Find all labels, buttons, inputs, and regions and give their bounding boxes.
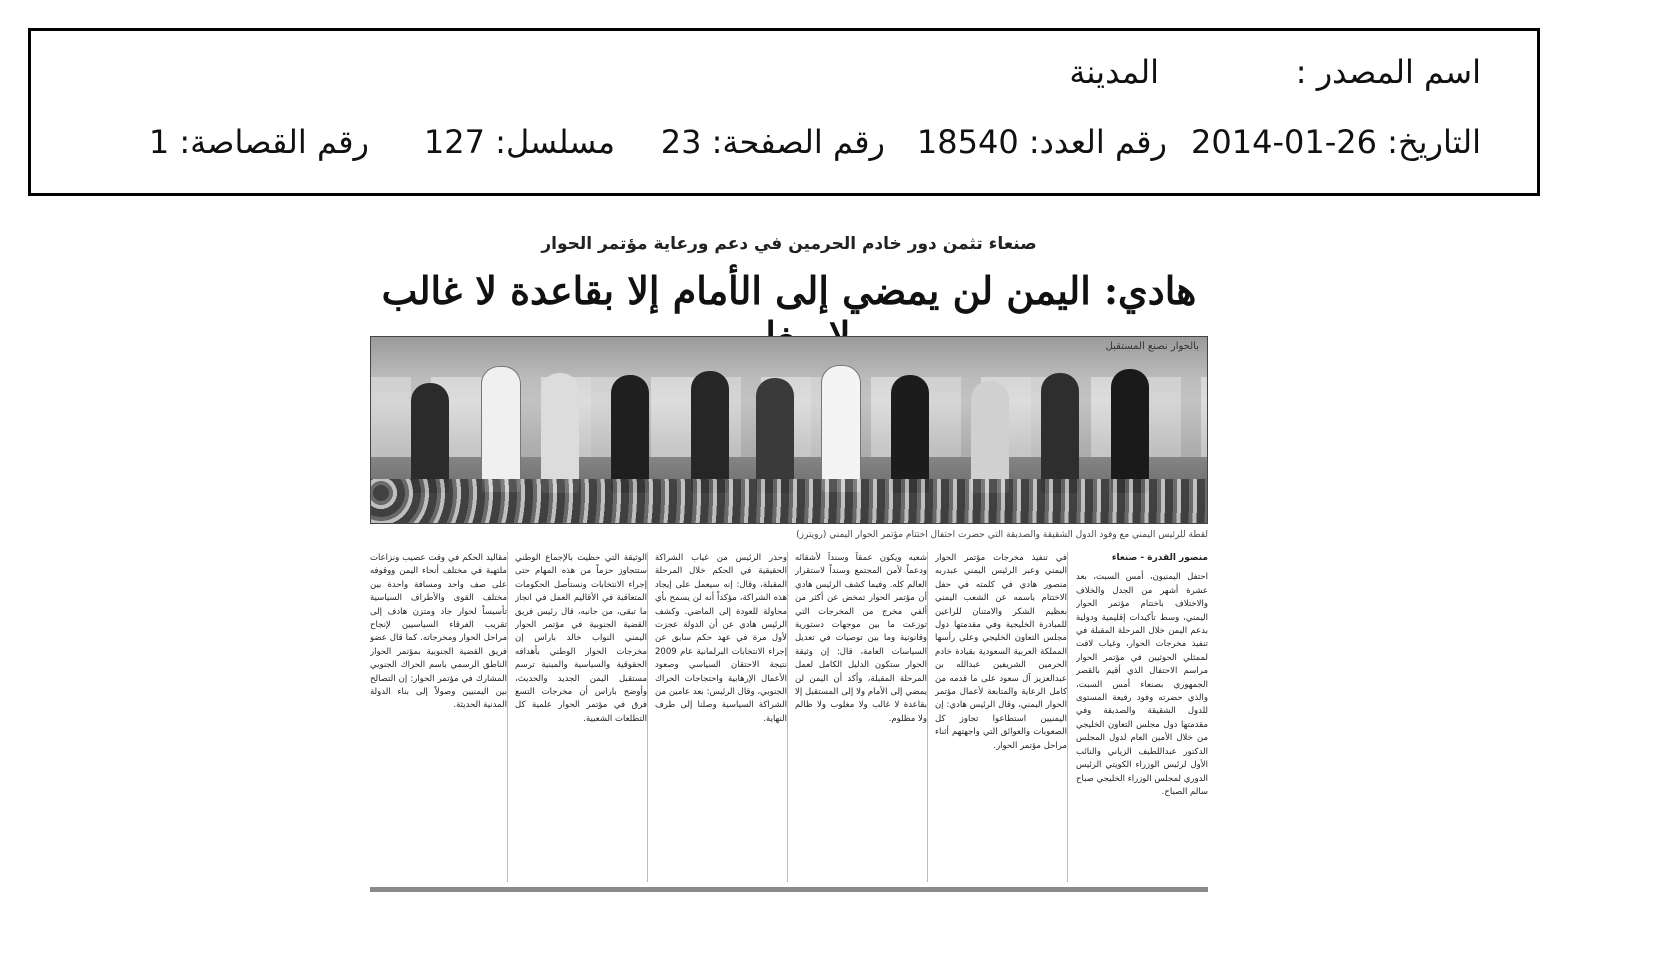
photo-figure	[481, 366, 521, 493]
article-byline: منصور القدرة - صنعاء	[1111, 553, 1208, 563]
source-label: اسم المصدر :	[1295, 53, 1481, 91]
article-column-5	[515, 552, 647, 882]
photo-figure	[756, 378, 794, 493]
column-text: وحذر الرئيس من غياب الشراكة الحقيقية في الحكم خلال المرحلة المقبلة، وقال: إنه سيعمل على إيجاد هذه الشراكة، مؤكداً أنه لن يسمح بأي محاولة للعودة إلى الماضي. وكشف الرئيس هادي عن أن الدولة عجزت لأول مرة في عهد حكم سابق عن إجراء الانتخابات البرلمانية عام 2009 نتيجة الاحتقان السياسي وصعود الأعمال الإرهابية واحتجاجات الحراك الجنوبي، وقال الرئيس: بعد عامين من الشراكة السياسية وصلنا إلى طرف النهاية.	[655, 553, 787, 724]
date-field: التاريخ: 26-01-2014	[1191, 123, 1481, 161]
photo-banner-text: بالحوار نصنع المستقبل	[1105, 341, 1199, 352]
photo-audience	[371, 479, 1207, 523]
column-divider	[507, 552, 508, 882]
photo-figure	[691, 371, 729, 493]
photo-figure	[541, 373, 579, 493]
photo-caption: لقطة للرئيس اليمني مع وفود الدول الشقيقة والصديقة التي حضرت احتفال اختتام مؤتمر الحوار اليمني (رويترز)	[796, 530, 1208, 540]
column-divider	[787, 552, 788, 882]
photo-figure	[891, 375, 929, 493]
photo-figure	[821, 365, 861, 493]
column-divider	[647, 552, 648, 882]
issue-number-field: رقم العدد: 18540	[916, 123, 1167, 161]
photo-figure	[411, 383, 449, 493]
photo-figure	[1111, 369, 1149, 493]
article-body	[370, 552, 1208, 882]
photo-figure	[611, 375, 649, 493]
serial-field: مسلسل: 127	[423, 123, 615, 161]
clip-number-field: رقم القصاصة: 1	[148, 123, 369, 161]
photo-figure	[1041, 373, 1079, 493]
article-headline: هادي: اليمن لن يمضي إلى الأمام إلا بقاعدة لا غالب	[381, 268, 1197, 313]
article-column-6	[370, 552, 507, 882]
column-divider	[927, 552, 928, 882]
clipping-metadata-box	[28, 28, 1540, 196]
page-number-field: رقم الصفحة: 23	[660, 123, 885, 161]
column-text: شعبه ويكون عمقاً وسنداً لأشقائه ودعماً لأمن المجتمع وسنداً لاستقرار العالم كله. وفيما كشف الرئيس هادي أن مؤتمر الحوار تمخض عن أكثر من ألفي مخرج من المخرجات التي توزعت ما بين موجهات دستورية وقانونية وما بين توصيات في تعديل السياسات العامة، قال: إن وثيقة الحوار ستكون الدليل الكامل لعمل المرحلة المقبلة، وأكد أن اليمن لن يمضي إلى الأمام ولا إلى المستقبل إلا بقاعدة لا غالب ولا مغلوب ولا ظالم ولا مظلوم.	[795, 553, 927, 724]
article-column-3	[795, 552, 927, 882]
article-subtitle: صنعاء تثمن دور خادم الحرمين في دعم ورعاية مؤتمر الحوار	[541, 234, 1037, 254]
column-divider	[1067, 552, 1068, 882]
article-column-1	[1076, 552, 1208, 882]
column-text: الوثيقة التي حظيت بالإجماع الوطني ستتجاوز حزماً من هذه المهام حتى إجراء الانتخابات ونستأصل الحكومات المتعاقبة في الأقاليم العمل في انجاز ما تبقى، من جانبه، قال رئيس فريق القضية الجنوبية في مؤتمر الحوار اليمني النواب خالد باراس إن مخرجات الحوار الوطني بأهدافه الحقوقية والسياسية والمبنية ترسم مستقبل اليمن الجديد والحديث، وأوضح باراس أن مخرجات التسع فرق في مؤتمر الحوار علمية كل التطلعات الشعبية.	[515, 553, 647, 724]
photo-figure	[971, 381, 1009, 493]
clipping-bottom-bar	[370, 887, 1208, 892]
column-text: احتفل اليمنيون، أمس السبت، بعد عشرة أشهر من الجدل والخلاف والاختلاف باختتام مؤتمر الحوار اليمني، وسط تأكيدات إقليمية ودولية بدعم اليمن خلال المرحلة المقبلة في تنفيذ مخرجات الحوار، وغياب لافت لممثلي الحوثيين في مؤتمر الحوار مراسم الاحتفال الذي أقيم بالقصر الجمهوري بصنعاء أمس السبت، والذي حضرته وفود رفيعة المستوى للدول الشقيقة والصديقة وفي مقدمتها دول مجلس التعاون الخليجي من خلال الأمين العام لدول المجلس الدكتور عبداللطيف الزياني والنائب الأول لرئيس الوزراء الكويتي الرئيس الدوري لمجلس الوزراء الخليجي صباح سالم الصباح.	[1076, 572, 1208, 797]
newspaper-clipping	[370, 222, 1208, 892]
article-photo	[370, 336, 1208, 524]
column-text: مقاليد الحكم في وقت عصيب ونزاعات ملتهبة في مختلف أنحاء اليمن ووقوفه على صف واحد ومسافة واحدة بين مختلف القوى والأطراف السياسية تأسيساً لحوار جاد ومتزن هادف إلى تقريب الفرقاء السياسيين لإنجاح مراحل الحوار ومخرجاته. كما قال عضو فريق القضية الجنوبية بمؤتمر الحوار الناطق الرسمي باسم الحراك الجنوبي المشارك في مؤتمر الحوار: إن التصالح بين اليمنيين وصولاً إلى بناء الدولة المدنية الحديثة.	[370, 553, 507, 711]
article-column-4	[655, 552, 787, 882]
column-text: في تنفيذ مخرجات مؤتمر الحوار اليمني وعبر الرئيس اليمني عبدربه منصور هادي في كلمته في حفل الاختتام باسمه عن الشعب اليمني بعظيم الشكر والامتنان للراعين للمبادرة الخليجية وفي مقدمتها دول مجلس التعاون الخليجي وعلى رأسها المملكة العربية السعودية بقيادة خادم الحرمين الشريفين عبدالله بن عبدالعزيز آل سعود على ما قدمه من كامل الرعاية والمتابعة لأعمال مؤتمر الحوار اليمني، وقال الرئيس هادي: إن اليمنيين استطاعوا تجاوز كل الصعوبات والعوائق التي واجهتهم أثناء مراحل مؤتمر الحوار.	[935, 553, 1067, 751]
article-column-2	[935, 552, 1067, 882]
source-value: المدينة	[1069, 53, 1159, 91]
